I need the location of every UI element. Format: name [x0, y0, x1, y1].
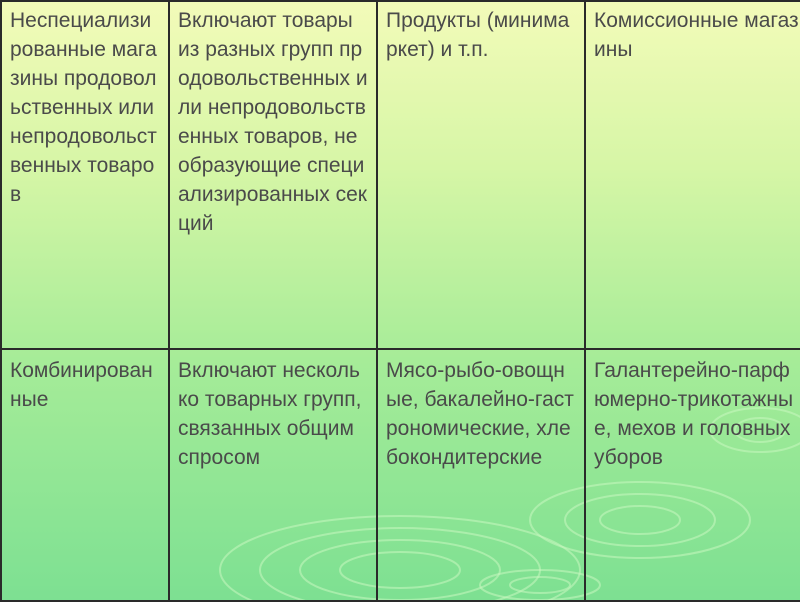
- table-cell: Галантерейно-парфюмерно-трикотажные, мехов и головных уборов: [585, 349, 800, 601]
- table-cell: Включают товары из разных групп продовольственных или непродовольственных товаров, не образующие специализированных секций: [169, 1, 377, 349]
- table-cell: Комиссионные магазины: [585, 1, 800, 349]
- table-cell: Комбинированные: [1, 349, 169, 601]
- table-cell: Продукты (минимаркет) и т.п.: [377, 1, 585, 349]
- table-cell: Неспециализированные магазины продовольственных или непродовольственных товаров: [1, 1, 169, 349]
- table-cell: Включают несколько товарных групп, связанных общим спросом: [169, 349, 377, 601]
- table-row: [1, 349, 800, 601]
- table-cell: Мясо-рыбо-овощные, бакалейно-гастрономические, хлебокондитерские: [377, 349, 585, 601]
- table-row: [1, 1, 800, 349]
